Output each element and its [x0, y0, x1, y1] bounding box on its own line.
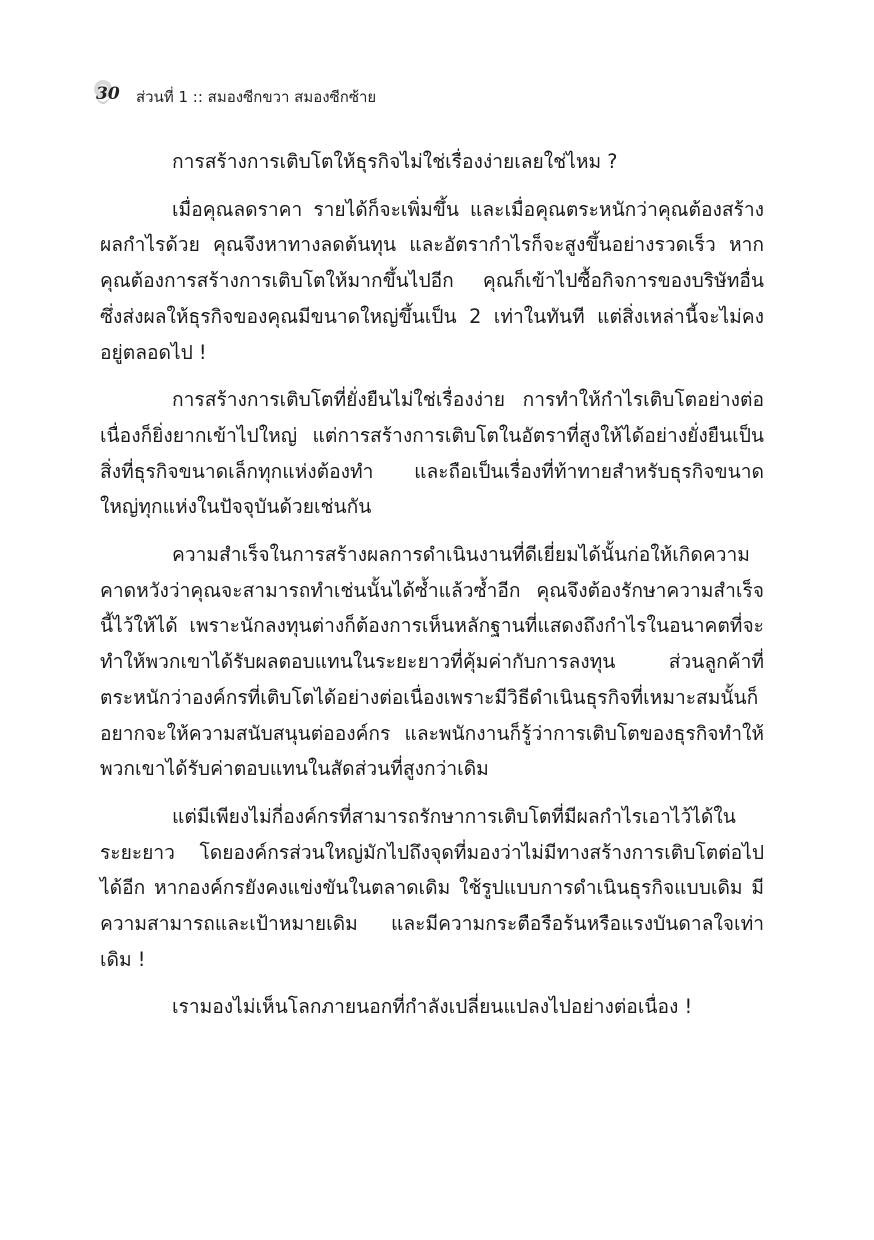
- body-text: [100, 144, 764, 1025]
- paragraph-4: ความสำเร็จในการสร้างผลการดำเนินงานที่ดีเยี่ยมได้นั้นก่อให้เกิดความคาดหวังว่าคุณจะสามารถทำเช่นนั้นได้ซ้ำแล้วซ้ำอีก คุณจึงต้องรักษาความสำเร็จนี้ไว้ให้ได้ เพราะนักลงทุนต่างก็ต้องการเห็นหลักฐานที่แสดงถึงกำไรในอนาคตที่จะทำให้พวกเขาได้รับผลตอบแทนในระยะยาวที่คุ้มค่ากับการลงทุน ส่วนลูกค้าที่ตระหนักว่าองค์กรที่เติบโตได้อย่างต่อเนื่องเพราะมีวิธีดำเนินธุรกิจที่เหมาะสมนั้นก็อยากจะให้ความสนับสนุนต่อองค์กร และพนักงานก็รู้ว่าการเติบโตของธุรกิจทำให้พวกเขาได้รับค่าตอบแทนในสัดส่วนที่สูงกว่าเดิม: [100, 543, 764, 781]
- paragraph-2: เมื่อคุณลดราคา รายได้ก็จะเพิ่มขึ้น และเมื่อคุณตระหนักว่าคุณต้องสร้างผลกำไรด้วย คุณจึงหาทางลดต้นทุน และอัตรากำไรก็จะสูงขึ้นอย่างรวดเร็ว หากคุณต้องการสร้างการเติบโตให้มากขึ้นไปอีก คุณก็เข้าไปซื้อกิจการของบริษัทอื่น ซึ่งส่งผลให้ธุรกิจของคุณมีขนาดใหญ่ขึ้นเป็น 2 เท่าในทันที แต่สิ่งเหล่านี้จะไม่คงอยู่ตลอดไป !: [100, 197, 764, 364]
- paragraph-1: การสร้างการเติบโตให้ธุรกิจไม่ใช่เรื่องง่ายเลยใช่ไหม ?: [172, 150, 618, 173]
- running-head: ส่วนที่ 1 :: สมองซีกขวา สมองซีกซ้าย: [136, 88, 377, 106]
- page-number: 30: [96, 84, 120, 104]
- paragraph-6: เรามองไม่เห็นโลกภายนอกที่กำลังเปลี่ยนแปลงไปอย่างต่อเนื่อง !: [172, 995, 693, 1019]
- page-header: [90, 78, 790, 118]
- paragraph-5: แต่มีเพียงไม่กี่องค์กรที่สามารถรักษาการเติบโตที่มีผลกำไรเอาไว้ได้ในระยะยาว โดยองค์กรส่วนใหญ่มักไปถึงจุดที่มองว่าไม่มีทางสร้างการเติบโตต่อไปได้อีก หากองค์กรยังคงแข่งขันในตลาดเดิม ใช้รูปแบบการดำเนินธุรกิจแบบเดิม มีความสามารถและเป้าหมายเดิม และมีความกระตือรือร้นหรือแรงบันดาลใจเท่าเดิม !: [100, 804, 764, 971]
- paragraph-3: การสร้างการเติบโตที่ยั่งยืนไม่ใช่เรื่องง่าย การทำให้กำไรเติบโตอย่างต่อเนื่องก็ยิ่งยากเข้าไปใหญ่ แต่การสร้างการเติบโตในอัตราที่สูงให้ได้อย่างยั่งยืนเป็นสิ่งที่ธุรกิจขนาดเล็กทุกแห่งต้องทำ และถือเป็นเรื่องที่ท้าทายสำหรับธุรกิจขนาดใหญ่ทุกแห่งในปัจจุบันด้วยเช่นกัน: [100, 388, 764, 519]
